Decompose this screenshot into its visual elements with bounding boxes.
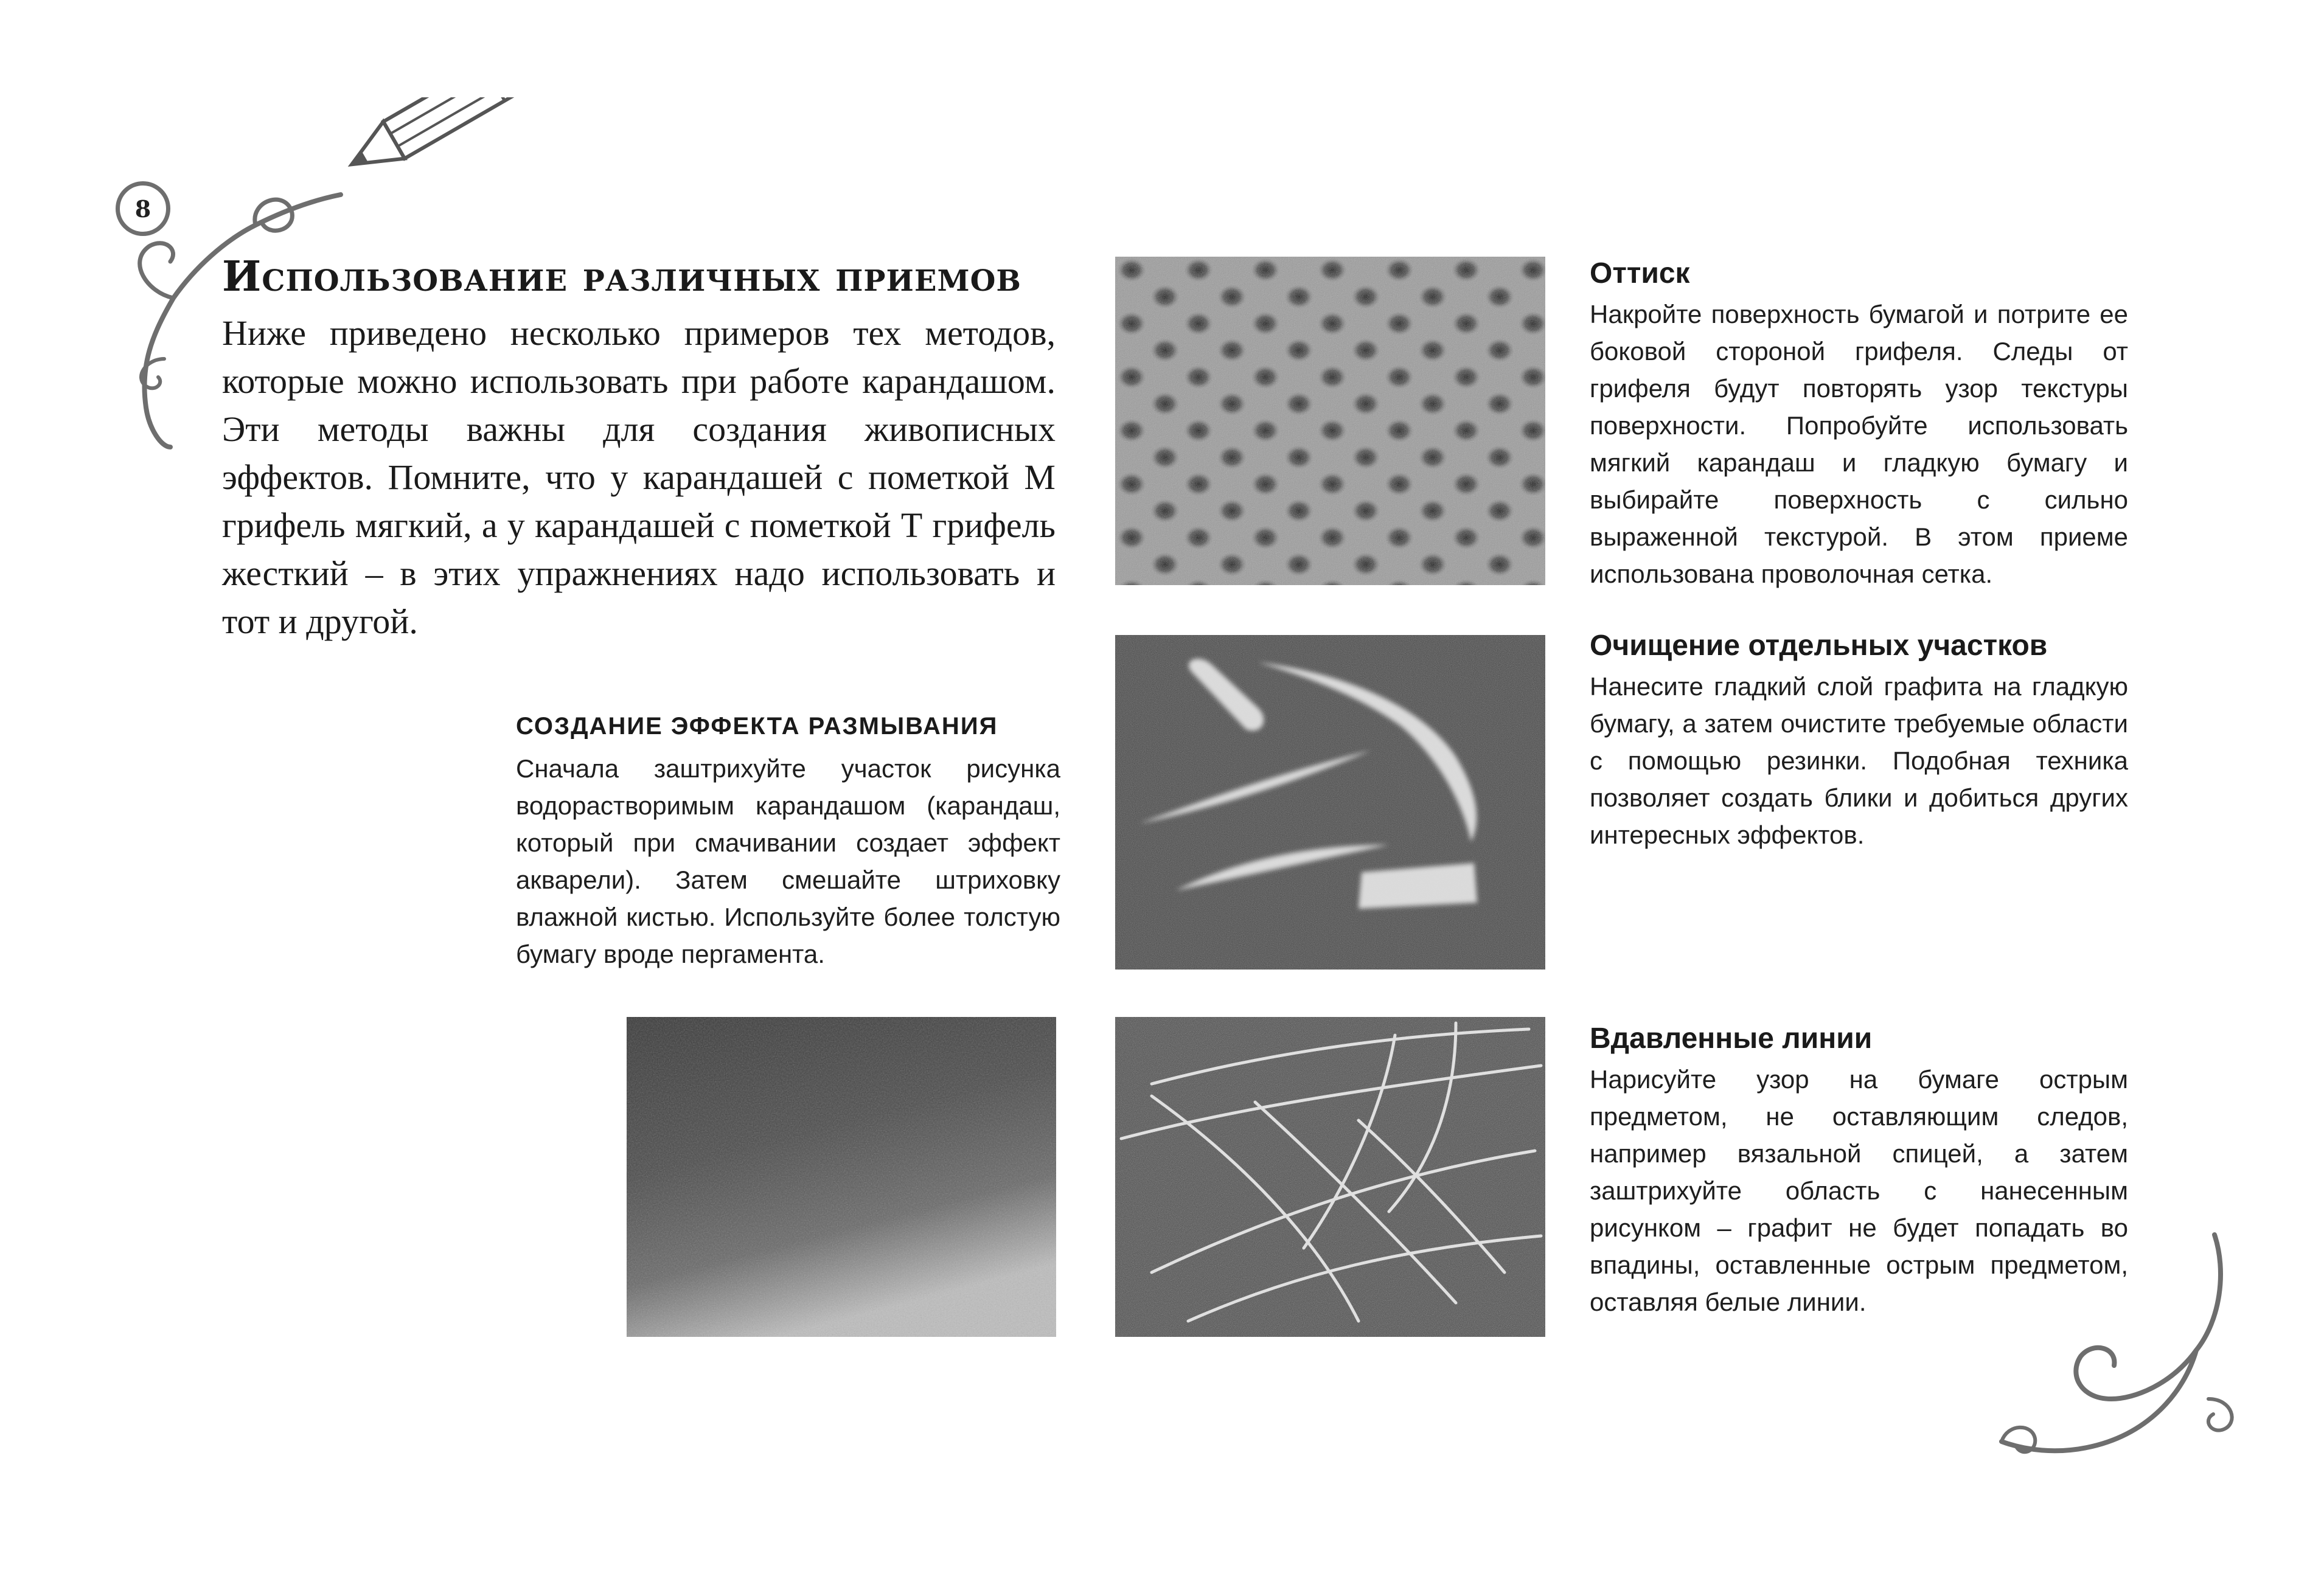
pencil-icon [341,97,526,183]
indented-section-title: Вдавленные линии [1590,1022,1873,1055]
page-number: 8 [134,195,151,223]
blur-section-text: Сначала заштрихуйте участок рисунка водорастворимым карандашом (карандаш, который при смачивании создает эффект акварели). Затем смешайте штриховку влажной кистью. Используйте более толстую бумагу вроде пергамента. [516,754,1060,968]
indented-section-text: Нарисуйте узор на бумаге острым предметом, не оставляющим следов, например вязальной спицей, а затем заштрихуйте область с нанесенным рисунком – графит не будет попадать во впадины, оставленные острым предметом, оставляя белые линии. [1590,1065,2128,1316]
imprint-section-title: Оттиск [1590,257,1690,290]
page-number-badge [116,181,170,236]
imprint-section-text: Накройте поверхность бумагой и потрите ее боковой стороной грифеля. Следы от грифеля будут повторять узор текстуры поверхности. Попробуйте использовать мягкий карандаш и гладкую бумагу и выбирайте поверхность с сильно выраженной текстурой. В этом приеме использована проволочная сетка. [1590,300,2128,588]
intro-paragraph: Ниже приведено несколько примеров тех методов, которые можно использовать при работе карандашом. Эти методы важны для создания живописных эффектов. Помните, что у карандашей с пометкой М грифель мягкий, а у карандашей с пометкой Т грифель жесткий – в этих упражнениях надо использовать и тот и другой. [222,313,1056,641]
blur-example-image [627,1017,1056,1337]
lifting-example-image [1115,635,1545,970]
swirl-ornament [1989,1216,2245,1484]
page-title: Использование различных приемов [222,252,1021,301]
blur-section-title: СОЗДАНИЕ ЭФФЕКТА РАЗМЫВАНИЯ [516,713,998,740]
indented-lines-example-image [1115,1017,1545,1337]
lifting-section-title: Очищение отдельных участков [1590,630,2048,662]
lifting-section-text: Нанесите гладкий слой графита на гладкую бумагу, а затем очистите требуемые области с помощью резинки. Подобная техника позволяет создать блики и добиться других интересных эффектов. [1590,672,2128,849]
imprint-example-image [1115,257,1545,585]
